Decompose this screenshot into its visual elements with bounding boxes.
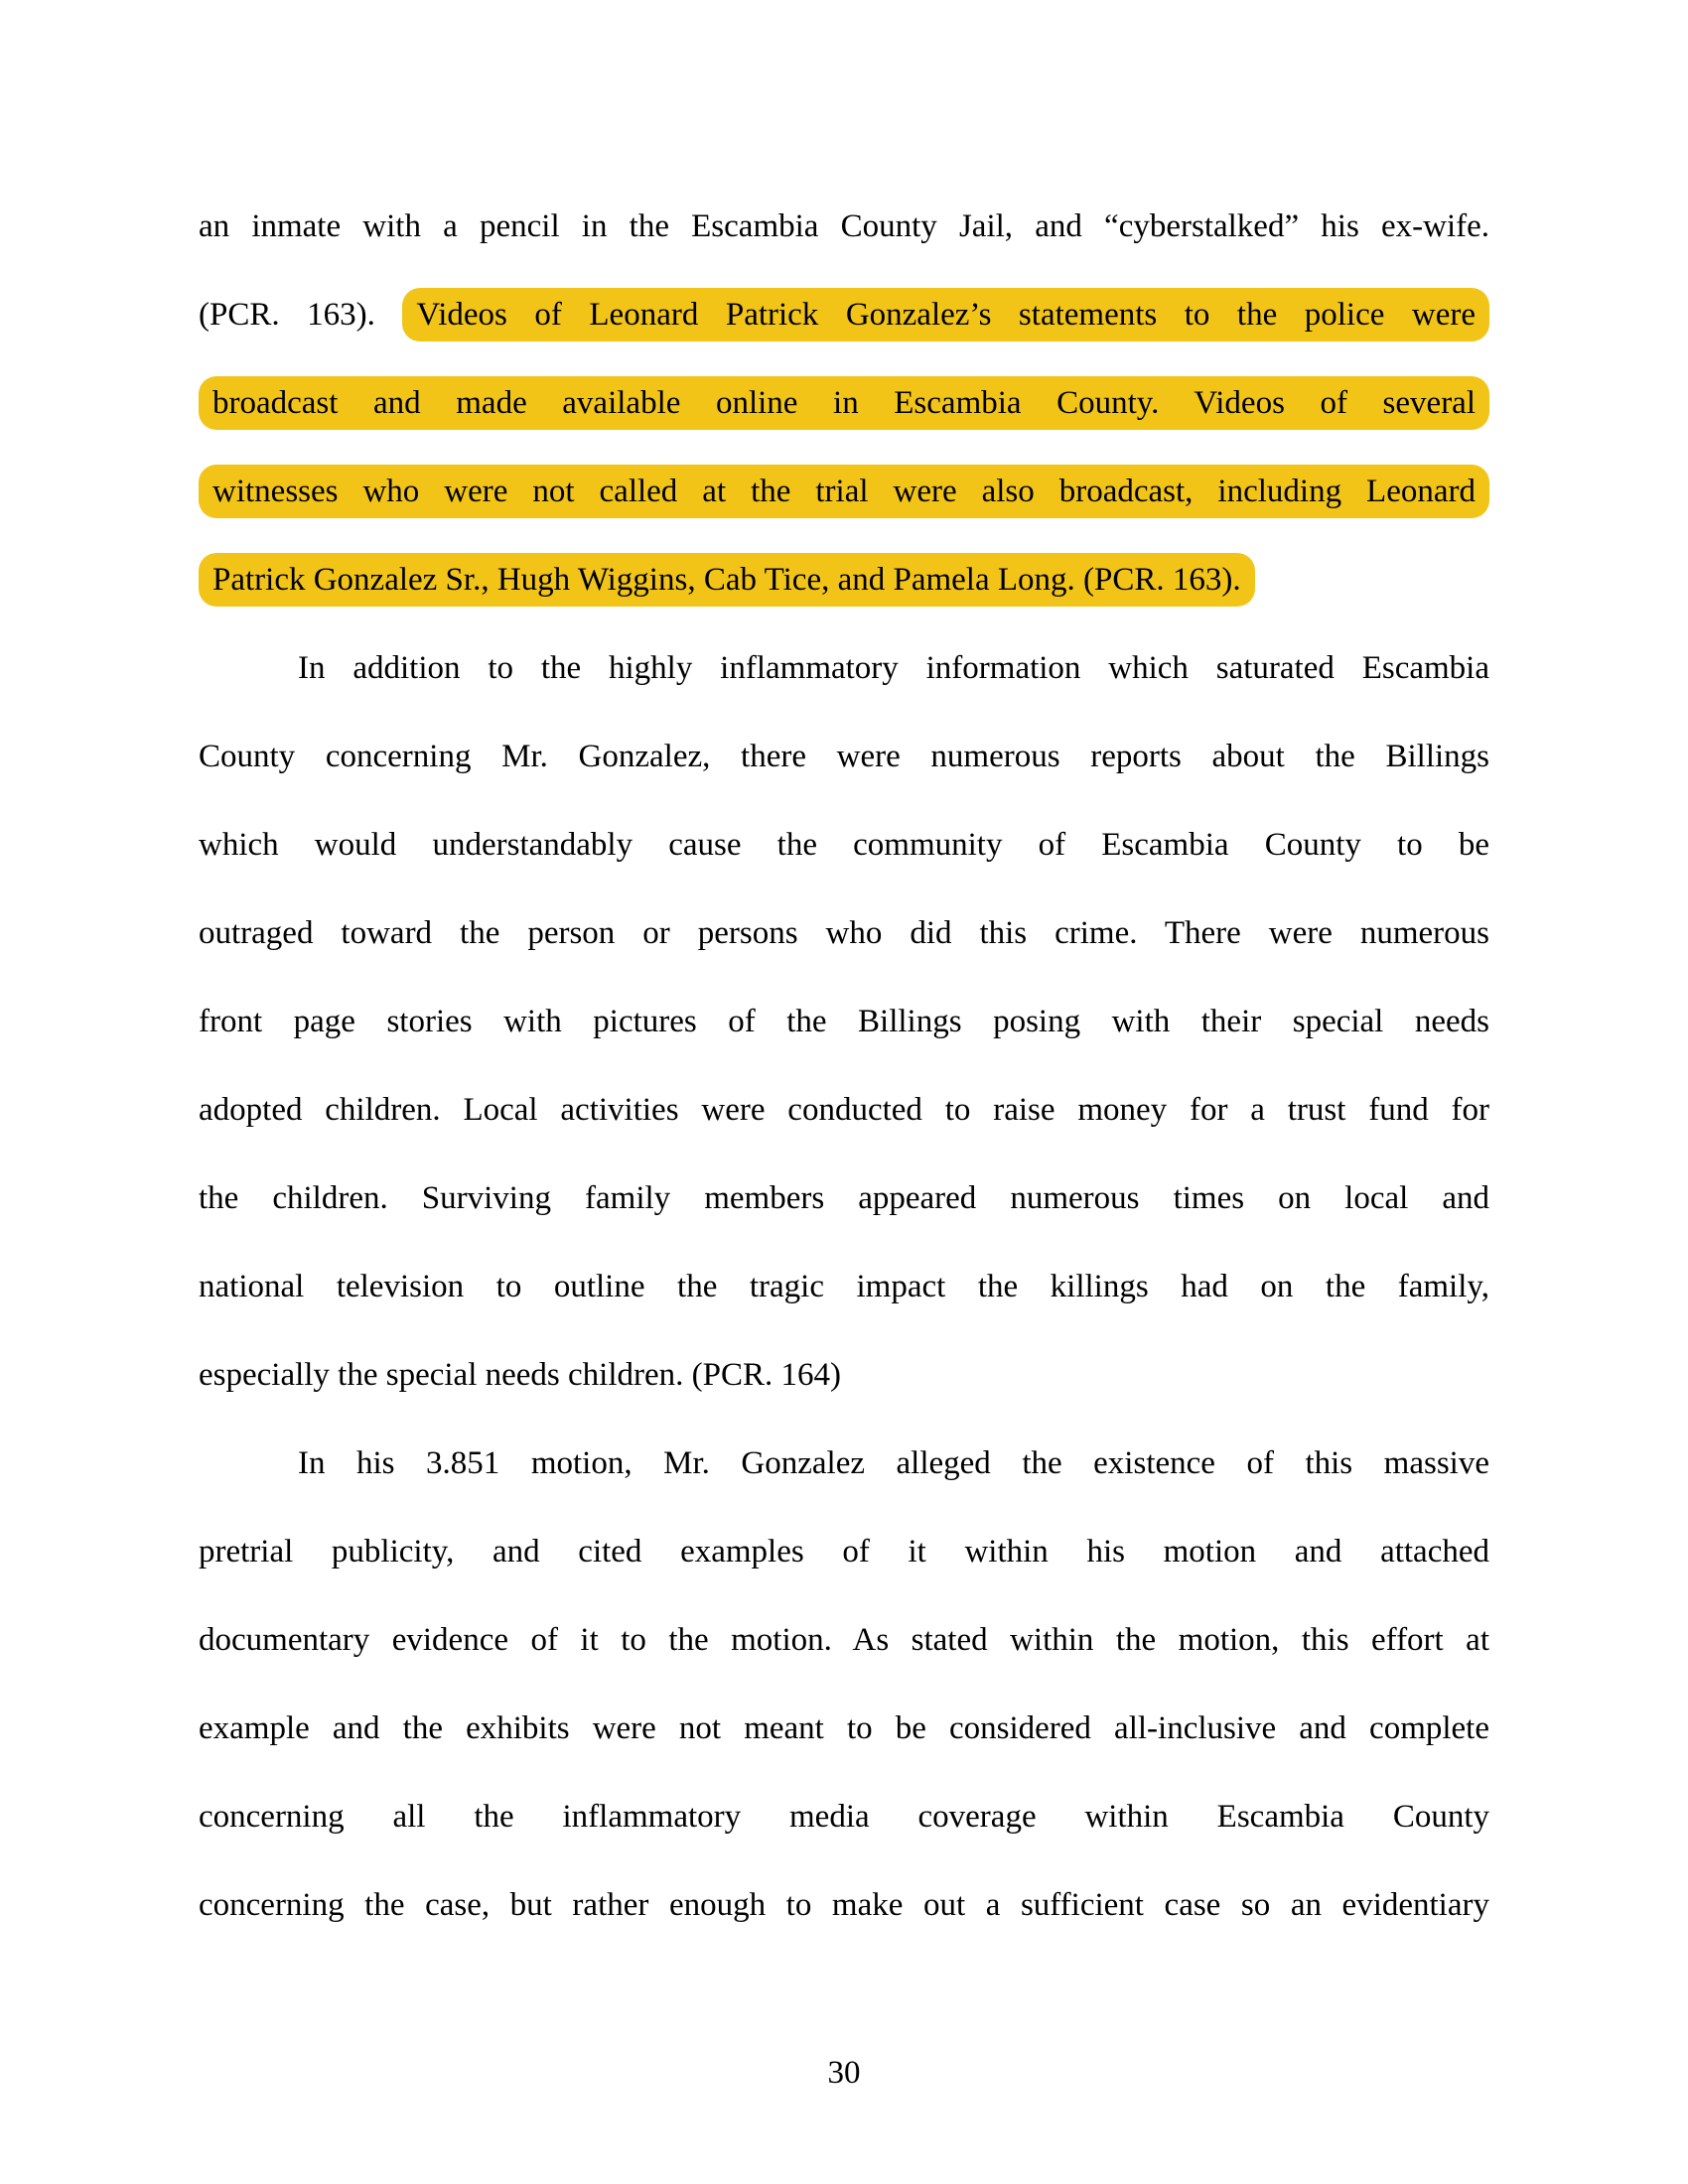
line-text: the children. Surviving family members appeared numerous times on local and	[199, 1180, 1489, 1216]
document-line	[199, 1155, 1489, 1243]
line-text: County concerning Mr. Gonzalez, there were numerous reports about the Billings	[199, 739, 1489, 774]
highlighted-text: Patrick Gonzalez Sr., Hugh Wiggins, Cab Tice, and Pamela Long. (PCR. 163).	[199, 553, 1255, 607]
document-line	[199, 183, 1489, 271]
highlighted-text: Videos of Leonard Patrick Gonzalez’s statements to the police were	[402, 288, 1489, 341]
line-text: concerning the case, but rather enough to make out a sufficient case so an evidentiary	[199, 1887, 1489, 1923]
document-line	[199, 1508, 1489, 1596]
line-text: front page stories with pictures of the Billings posing with their special needs	[199, 1004, 1489, 1039]
document-line	[199, 1861, 1489, 1950]
document-line	[199, 801, 1489, 889]
document-line	[199, 624, 1489, 713]
line-text: In addition to the highly inflammatory information which saturated Escambia	[298, 650, 1489, 686]
document-line	[199, 978, 1489, 1066]
line-text: concerning all the inflammatory media coverage within Escambia County	[199, 1799, 1489, 1835]
line-text: In his 3.851 motion, Mr. Gonzalez alleged the existence of this massive	[298, 1445, 1489, 1481]
document-line	[199, 1331, 1489, 1420]
line-text: adopted children. Local activities were conducted to raise money for a trust fund for	[199, 1092, 1489, 1128]
document-line	[199, 359, 1489, 448]
highlighted-text: broadcast and made available online in Escambia County. Videos of several	[199, 376, 1489, 430]
document-line	[199, 448, 1489, 536]
document-body	[199, 183, 1489, 1950]
line-text: (PCR. 163).	[199, 297, 403, 333]
line-text: national television to outline the tragic impact the killings had on the family,	[199, 1269, 1489, 1304]
document-line	[199, 1243, 1489, 1331]
document-line	[199, 889, 1489, 978]
document-line	[199, 536, 1489, 624]
document-line	[199, 713, 1489, 801]
line-text: especially the special needs children. (PCR. 164)	[199, 1357, 841, 1393]
document-line	[199, 1420, 1489, 1508]
document-line	[199, 1596, 1489, 1685]
line-text: outraged toward the person or persons who did this crime. There were numerous	[199, 915, 1489, 951]
document-line	[199, 1773, 1489, 1861]
document-line	[199, 1066, 1489, 1155]
highlighted-text: witnesses who were not called at the trial were also broadcast, including Leonard	[199, 465, 1489, 518]
document-line	[199, 1685, 1489, 1773]
line-text: documentary evidence of it to the motion. As stated within the motion, this effort at	[199, 1622, 1489, 1658]
line-text: which would understandably cause the community of Escambia County to be	[199, 827, 1489, 863]
document-line	[199, 271, 1489, 359]
line-text: example and the exhibits were not meant to be considered all-inclusive and complete	[199, 1710, 1489, 1746]
page-number: 30	[827, 2055, 861, 2091]
line-text: pretrial publicity, and cited examples of it within his motion and attached	[199, 1534, 1489, 1570]
line-text: an inmate with a pencil in the Escambia County Jail, and “cyberstalked” his ex-wife.	[199, 208, 1489, 244]
